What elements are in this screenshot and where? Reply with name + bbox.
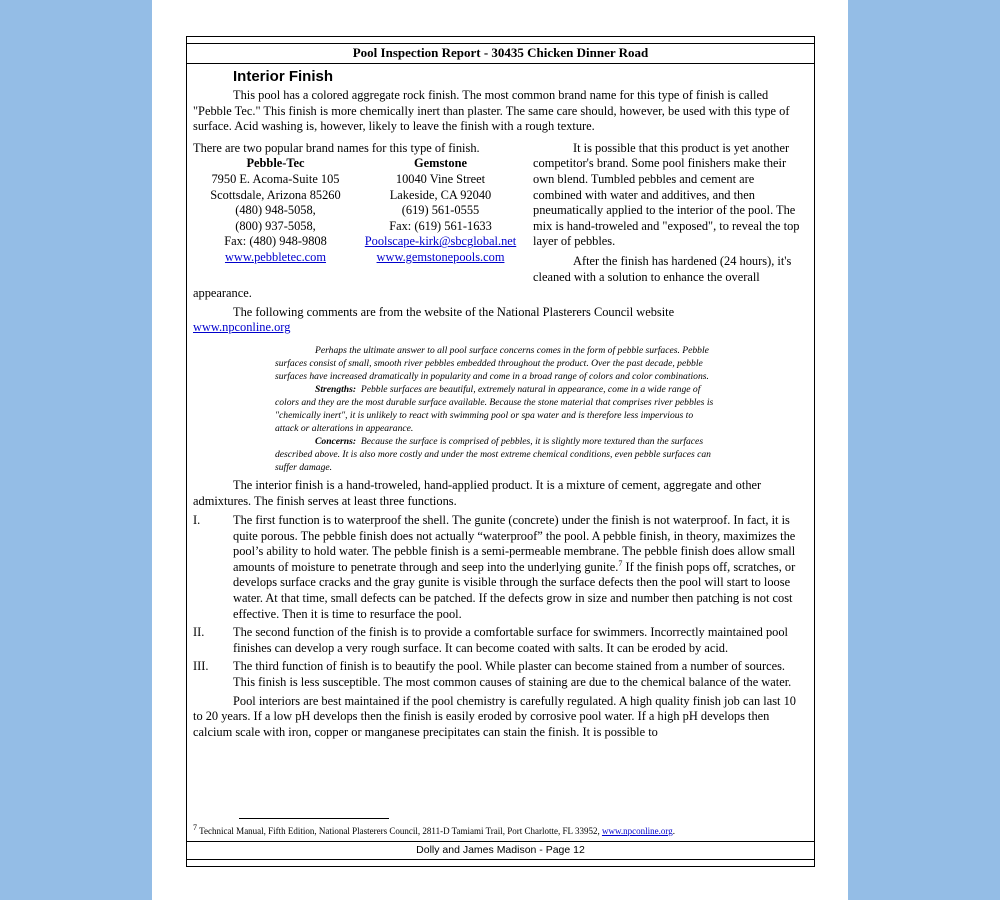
closing-paragraph: Pool interiors are best maintained if the pool chemistry is carefully regulated. A high quality finish job can last 10 to 20 years. If a low pH develops then the finish is easily eroded by corrosive pool water. If a high pH develops then calcium scale with iron, copper or manganese precipitates can stain the finish. It is possible to <box>193 693 796 739</box>
npc-website-link[interactable]: www.npconline.org <box>193 320 291 335</box>
list-text: The third function of finish is to beautify the pool. While plaster can become stained from a number of sources. This finish is less susceptible. The most common causes of staining are due to the chemical balance of the water. <box>233 659 792 690</box>
footnote <box>193 825 805 837</box>
page-footer: Dolly and James Madison - Page 12 <box>187 841 814 860</box>
brand-email-link[interactable]: Poolscape-kirk@sbcglobal.net <box>364 234 517 249</box>
function-text-continued: If the finish pops off, scratches, or develops surface cracks and the gray gunite is visible through the surface defects then the pool will start to loose water. At that time, small defects can be patched. If the defects grow in size and number then patching is not cost effective. Then it is time to resurface the pool. <box>233 559 796 621</box>
hardening-paragraph: After the finish has hardened (24 hours), it's cleaned with a solution to enhance the overall <box>533 253 792 284</box>
list-number: I. <box>193 513 201 528</box>
footnote-link[interactable]: www.npconline.org <box>601 826 673 836</box>
brand-pebbletec <box>193 156 358 265</box>
appearance-text: appearance. <box>193 286 252 301</box>
list-text: The second function of the finish is to provide a comfortable surface for swimmers. Incorrectly maintained pool finishes can develop a very rough surface. It can become coated with salts. It can be eroded by acid. <box>233 625 788 655</box>
product-description-column <box>533 141 805 285</box>
list-item <box>193 659 805 690</box>
list-number: II. <box>193 625 205 640</box>
npc-intro <box>193 305 805 321</box>
brand-phone: (619) 561-0555 <box>401 203 480 218</box>
footnote-number: 7 <box>193 823 197 832</box>
footnote-end: . <box>672 826 675 836</box>
strengths-text: Pebble surfaces are beautiful, extremely natural in appearance, come in a wide range of colors and they are the most durable surface available. Because the stone material that comprises river pebbles is "chemically inert", it is unlikely to react with swimming pool or spa water and is therefore less impervious to attack or alterations in appearance. <box>275 383 714 434</box>
npc-quote <box>275 344 715 474</box>
product-paragraph: It is possible that this product is yet another competitor's brand. Some pool finishers make their own blend. Tumbled pebbles and cement are combined with water and additives, and then pneumatically applied to the interior of the pool. The mix is hand-troweled and "exposed", to reveal the top layer of pebbles. <box>533 140 800 249</box>
brand-address: 7950 E. Acoma-Suite 105 <box>211 171 340 186</box>
document-page <box>152 0 848 900</box>
brand-phone: (800) 937-5058, <box>235 218 316 233</box>
brand-name: Pebble-Tec <box>246 156 305 171</box>
report-header: Pool Inspection Report - 30435 Chicken Dinner Road <box>187 43 814 64</box>
functions-list <box>193 513 805 691</box>
list-number: III. <box>193 659 209 674</box>
brands-intro: There are two popular brand names for this type of finish. <box>193 140 480 155</box>
concerns-label: Concerns: <box>315 435 357 447</box>
quote-paragraph: Perhaps the ultimate answer to all pool surface concerns comes in the form of pebble surfaces. Pebble surfaces consist of small, smooth river pebbles embedded throughout the product. Over the past decade, pebble surfaces have increased dramatically in popularity and come in a broad range of colors and color combinations. <box>275 344 709 382</box>
brand-website-link[interactable]: www.gemstonepools.com <box>376 249 505 264</box>
footnote-ref[interactable]: 7 <box>618 558 623 568</box>
list-text <box>233 513 805 622</box>
brands-columns <box>193 141 805 285</box>
brand-city: Scottsdale, Arizona 85260 <box>210 187 341 202</box>
section-title: Interior Finish <box>233 68 334 85</box>
brand-website-link[interactable]: www.pebbletec.com <box>224 249 327 264</box>
page-frame <box>186 36 815 867</box>
footnote-divider <box>239 818 389 819</box>
intro-paragraph: This pool has a colored aggregate rock finish. The most common brand name for this type of finish is called "Pebble Tec." This finish is more chemically inert than plaster. The same care should, however, be used with this type of surface. Acid washing is, however, likely to leave the finish with a rough texture. <box>193 88 790 134</box>
brands-column <box>193 141 523 285</box>
concerns-text: Because the surface is comprised of pebbles, it is slightly more textured than the surfaces described above. It is also more costly and under the most extreme chemical conditions, even pebble surfaces can suffer damage. <box>275 435 711 473</box>
brand-phone: (480) 948-5058, <box>235 203 316 218</box>
function-text: The first function is to waterproof the shell. The gunite (concrete) under the finish is not waterproof. In fact, it is quite porous. The pebble finish does not actually “waterproof” the pool. A pebble finish, in theory, maximizes the pool’s ability to hold water. The pebble finish is a semi-permeable membrane. The pebble finish does allow small amounts of moisture to penetrate through and seep into the underlying gunite. <box>233 513 796 574</box>
brand-city: Lakeside, CA 92040 <box>389 187 492 202</box>
strengths-label: Strengths: <box>315 383 357 395</box>
brand-name: Gemstone <box>414 156 467 171</box>
quote-strengths <box>275 383 715 435</box>
list-item <box>193 513 805 622</box>
brand-gemstone <box>358 156 523 265</box>
brands-table <box>193 156 523 265</box>
brand-fax: Fax: (480) 948-9808 <box>224 234 327 249</box>
npc-intro-text: The following comments are from the website of the National Plasterers Council website <box>233 304 675 319</box>
quote-concerns <box>275 435 715 474</box>
list-item <box>193 625 805 656</box>
brand-address: 10040 Vine Street <box>395 171 486 186</box>
footnote-text: Technical Manual, Fifth Edition, National Plasterers Council, 2811-D Tamiami Trail, Port Charlotte, FL 33952, <box>197 826 602 836</box>
report-body <box>193 65 805 740</box>
brand-fax: Fax: (619) 561-1633 <box>389 218 492 233</box>
functions-intro: The interior finish is a hand-troweled, hand-applied product. It is a mixture of cement, aggregate and other admixtures. The finish serves at least three functions. <box>193 477 762 508</box>
